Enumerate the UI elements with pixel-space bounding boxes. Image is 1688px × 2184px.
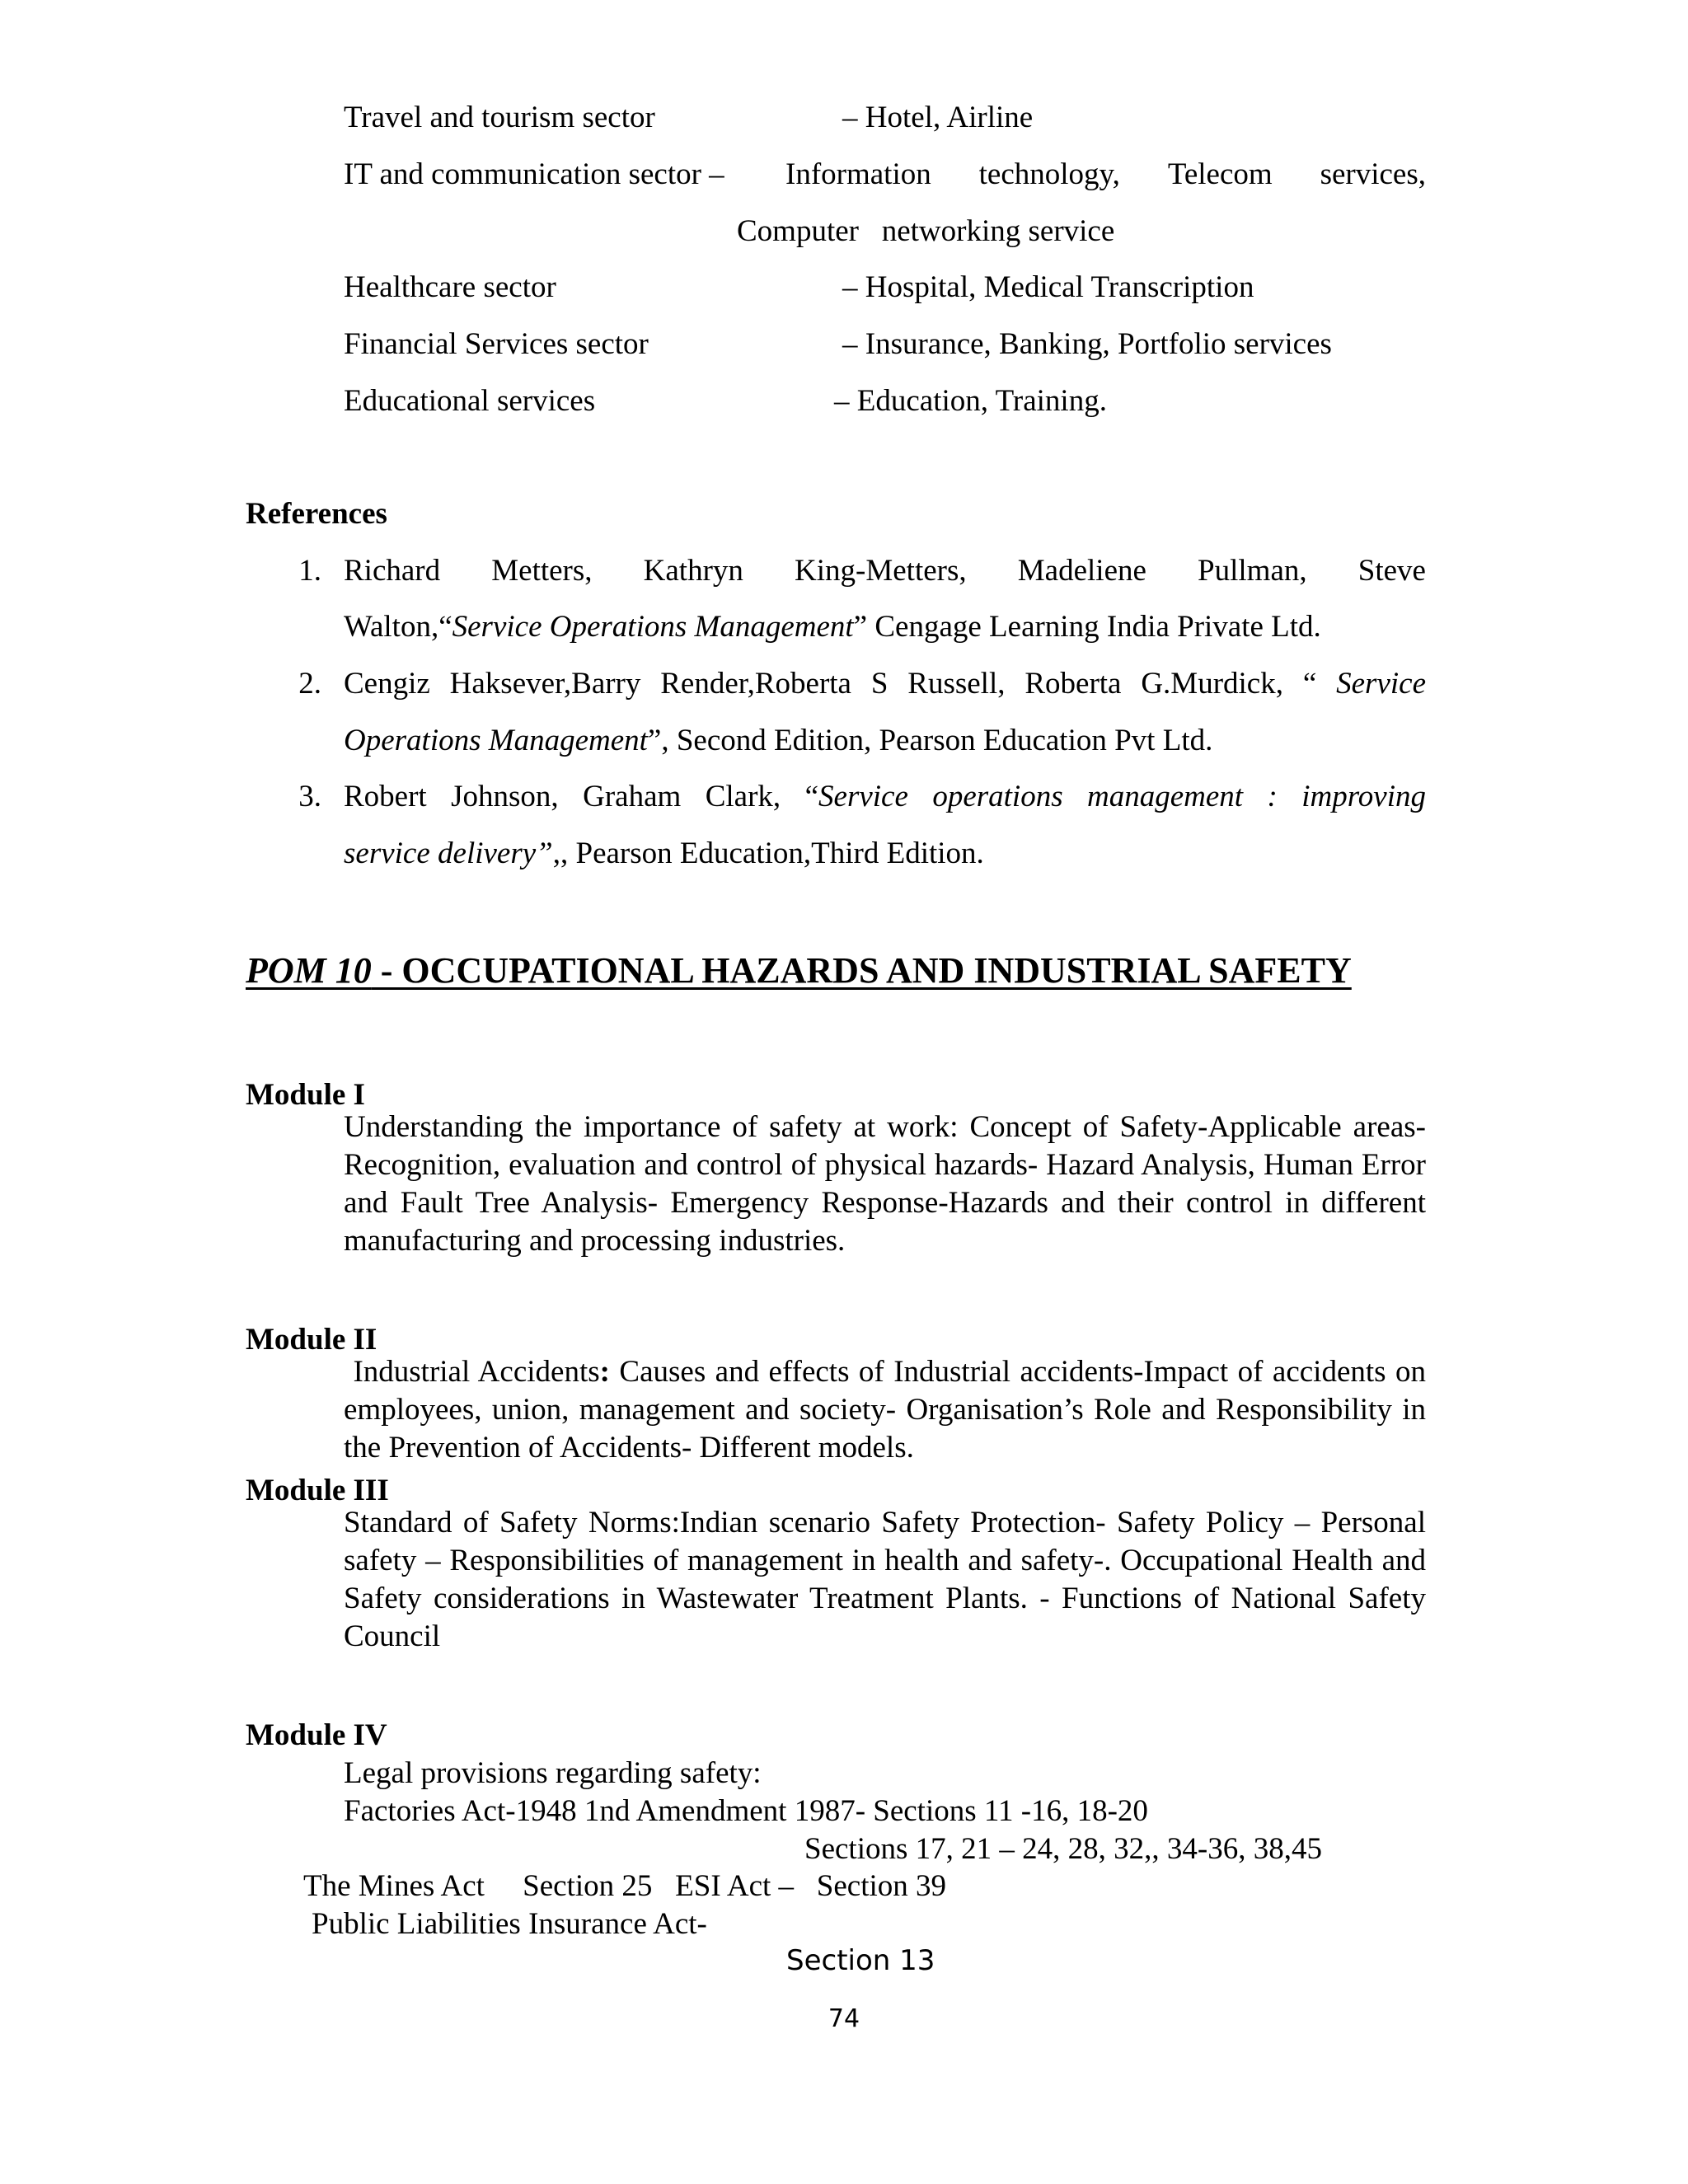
module-2-label: Module II: [246, 1323, 377, 1357]
module-3-label: Module III: [246, 1474, 389, 1507]
reference-2-line1: [344, 668, 1426, 699]
module-4-label: Module IV: [246, 1718, 387, 1752]
reference-word: Metters,: [491, 554, 593, 588]
references-heading: References: [246, 497, 387, 531]
module-2-colon: :: [599, 1355, 610, 1389]
sector-healthcare-name: Healthcare sector: [344, 270, 556, 304]
reference-title: Operations Management: [344, 724, 648, 757]
reference-text: ,, Pearson Education,Third Edition.: [552, 837, 984, 870]
sector-it-examples: [785, 159, 1426, 190]
sector-travel-name: Travel and tourism sector: [344, 101, 655, 134]
sector-financial-name: Financial Services sector: [344, 327, 649, 361]
module-4-line: Factories Act-1948 1nd Amendment 1987- Sections 11 -16, 18-20: [344, 1794, 1148, 1828]
reference-text: Robert Johnson, Graham Clark, “: [344, 780, 819, 813]
reference-word: Steve: [1357, 554, 1426, 588]
sector-it-word: Information: [785, 157, 931, 191]
sector-travel-examples: – Hotel, Airline: [842, 101, 1034, 134]
sector-healthcare-examples: – Hospital, Medical Transcription: [842, 270, 1254, 304]
reference-title: Service: [1336, 667, 1426, 701]
reference-title: service delivery”: [344, 837, 553, 870]
reference-text: ” Cengage Learning India Private Ltd.: [853, 610, 1321, 644]
section-code: POM 10: [246, 950, 372, 991]
module-1-text: Understanding the importance of safety at work: Concept of Safety-Applicable areas- Recognition, evaluation and control of physical hazards- Hazard Analysis, Human Error and Fault Tree Analysis- Emergency Response-Hazards and their control in different manufacturing and processing industries.: [344, 1110, 1426, 1258]
reference-title: Service operations management : improving: [818, 780, 1426, 813]
reference-1-line1: [344, 555, 1426, 586]
module-1-label: Module I: [246, 1078, 365, 1112]
section-heading: [246, 950, 1426, 991]
reference-3-line2: [344, 838, 984, 869]
module-2-body: Causes and effects of Industrial accidents-Impact of accidents on employees, union, management and society- Organisation’s Role and Responsibility in the Prevention of Accidents- Different models.: [344, 1355, 1426, 1465]
sector-it-word: Telecom: [1167, 157, 1273, 191]
reference-number: 1.: [298, 554, 321, 588]
reference-word: Pullman,: [1198, 554, 1307, 588]
module-4-line: Section 13: [786, 1944, 935, 1977]
module-4-line: Legal provisions regarding safety:: [344, 1756, 762, 1790]
reference-title: Service Operations Management: [452, 610, 854, 644]
sector-education-name: Educational services: [344, 384, 596, 418]
reference-word: Madeliene: [1017, 554, 1146, 588]
reference-text: ”, Second Edition, Pearson Education Pvt Ltd.: [647, 724, 1213, 757]
module-3-text: Standard of Safety Norms:Indian scenario Safety Protection- Safety Policy – Personal safety – Responsibilities of management in health and safety-. Occupational Health and Safety considerations in Wastewater Treatment Plants. - Functions of National Safety Council: [344, 1506, 1426, 1653]
module-2-text: [344, 1353, 1426, 1467]
module-2-lead: Industrial Accidents: [344, 1355, 600, 1389]
reference-3-line1: [344, 781, 1426, 812]
reference-word: Kathryn: [643, 554, 743, 588]
reference-2-line2: [344, 725, 1212, 756]
module-4-line: Sections 17, 21 – 24, 28, 32,, 34-36, 38,45: [804, 1832, 1322, 1866]
reference-number: 3.: [298, 780, 321, 813]
reference-1-line2: [344, 612, 1321, 642]
sector-financial-examples: – Insurance, Banking, Portfolio services: [842, 327, 1332, 361]
reference-text: Cengiz Haksever,Barry Render,Roberta S Russell, Roberta G.Murdick, “: [344, 667, 1337, 701]
reference-word: King-Metters,: [795, 554, 967, 588]
module-4-line: The Mines Act Section 25 ESI Act – Section 39: [303, 1869, 946, 1903]
section-title: - OCCUPATIONAL HAZARDS AND INDUSTRIAL SAFETY: [371, 950, 1352, 991]
sector-it-word: services,: [1320, 157, 1426, 191]
reference-text: Walton,“: [344, 610, 452, 644]
module-4-line: Public Liabilities Insurance Act-: [312, 1907, 707, 1941]
page-number: 74: [828, 2004, 860, 2033]
sector-it-name: IT and communication sector –: [344, 157, 724, 191]
sector-it-examples-cont: Computer networking service: [737, 214, 1115, 248]
sector-education-examples: – Education, Training.: [834, 384, 1107, 418]
sector-it-word: technology,: [978, 157, 1120, 191]
reference-word: Richard: [344, 554, 441, 588]
reference-number: 2.: [298, 667, 321, 701]
